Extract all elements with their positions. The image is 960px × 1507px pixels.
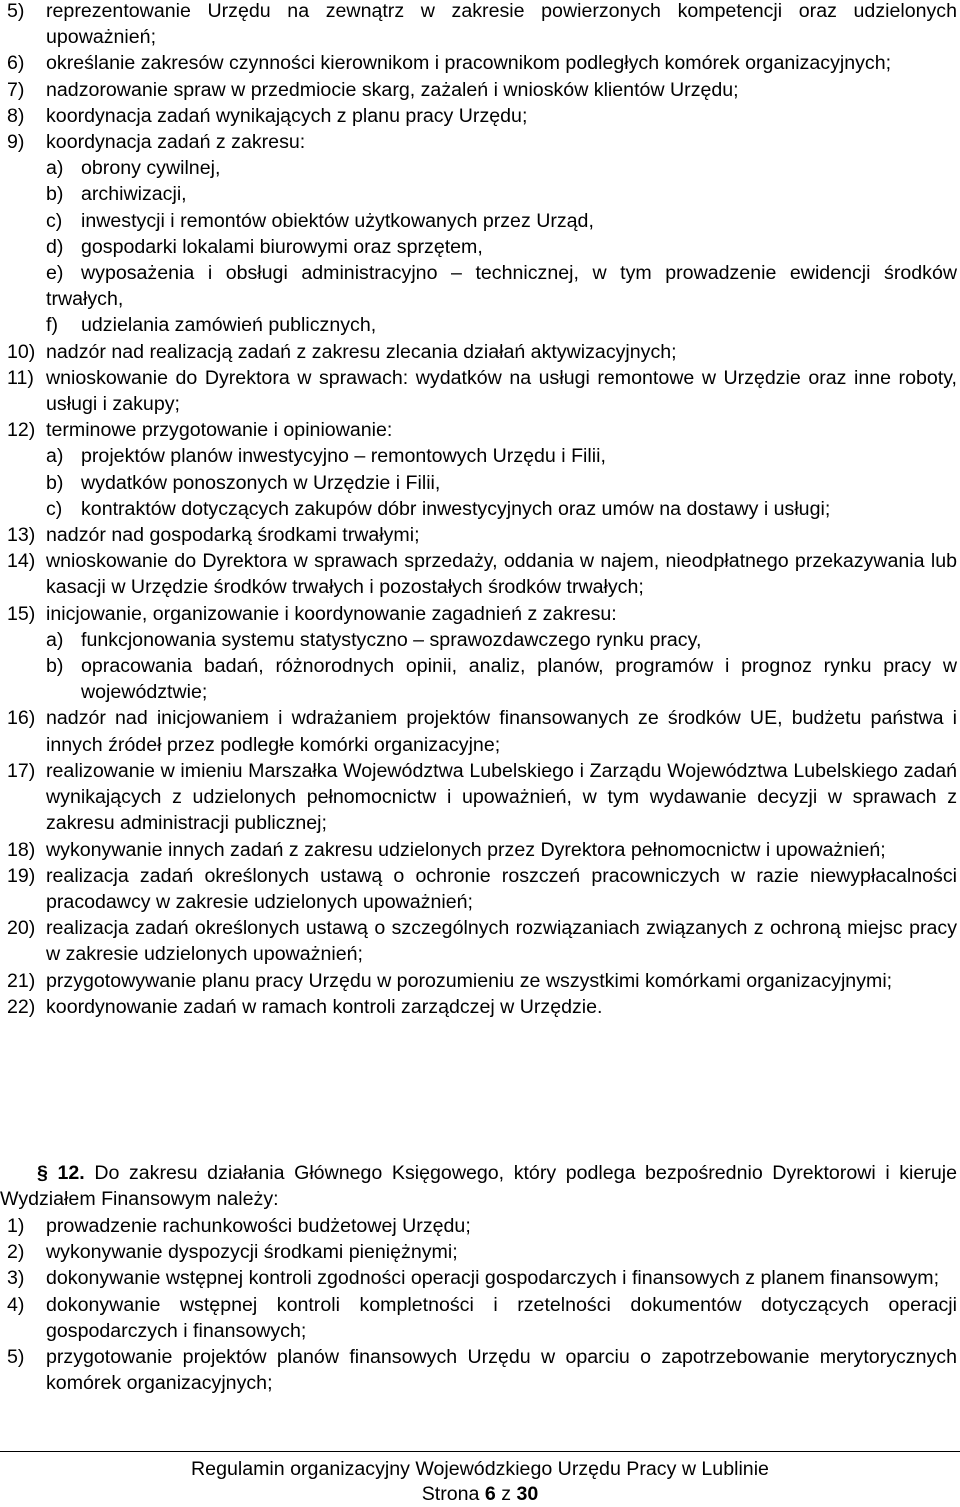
list-item-text: nadzór nad inicjowaniem i wdrażaniem projektów finansowanych ze środków UE, budżetu państwa i innych źródeł przez podległe komórki organizacyjne; — [46, 707, 957, 756]
paragraph-body: Do zakresu działania Głównego Księgowego, który podlega bezpośrednio Dyrektorowi i kieruje Wydziałem Finansowym należy: — [0, 1162, 957, 1211]
list-item-number: a) — [46, 628, 64, 651]
list-subitem — [0, 653, 957, 705]
list-item — [0, 365, 957, 417]
list-item-number: 16) — [7, 707, 36, 730]
list-item-text: koordynowanie zadań w ramach kontroli zarządczej w Urzędzie. — [46, 995, 603, 1018]
page-current: 6 — [484, 1483, 496, 1505]
list-item — [0, 758, 957, 837]
footer-divider — [0, 1451, 960, 1452]
list-item — [0, 50, 957, 76]
list-item — [0, 705, 957, 757]
list-item-text: realizacja zadań określonych ustawą o ochronie roszczeń pracowniczych w razie niewypłacalności pracodawcy w zakresie udzielonych upoważnień; — [46, 864, 957, 913]
list-item — [0, 601, 957, 627]
list-subitem — [0, 234, 957, 260]
list-item — [0, 103, 957, 129]
list-item — [0, 968, 957, 994]
list-item-number: 22) — [7, 995, 36, 1018]
list-item-number: d) — [46, 235, 64, 258]
list-item-number: 11) — [7, 366, 34, 389]
list-item-number: 10) — [7, 340, 36, 363]
list-subitem — [0, 181, 957, 207]
list-item-number: 7) — [7, 78, 25, 101]
list-item-number: f) — [46, 314, 58, 337]
list-item — [0, 994, 957, 1020]
list-subitem — [0, 155, 957, 181]
list-item-number: 12) — [7, 419, 36, 442]
list-item-number: 8) — [7, 104, 25, 127]
list-item-text: reprezentowanie Urzędu na zewnątrz w zakresie powierzonych kompetencji oraz udzielonych upoważnień; — [46, 0, 957, 49]
list-item-number: b) — [46, 471, 64, 494]
list-subitem — [0, 260, 957, 312]
page-total: 30 — [516, 1483, 539, 1505]
list-item-number: 17) — [7, 759, 36, 782]
list-item-text: wydatków ponoszonych w Urzędzie i Filii, — [81, 471, 441, 494]
list-item-text: realizowanie w imieniu Marszałka Województwa Lubelskiego i Zarządu Województwa Lubelskiego zadań wynikających z udzielonych pełnomocnictw i upoważnień, w tym wydawanie decyzji w sprawach z zakresu administracji publicznej; — [46, 759, 957, 835]
page-sep: z — [501, 1483, 512, 1505]
list-item-text: koordynacja zadań wynikających z planu pracy Urzędu; — [46, 104, 528, 127]
list-item — [0, 837, 957, 863]
list-item-text: wnioskowanie do Dyrektora w sprawach sprzedaży, oddania w najem, nieodpłatnego przekazywania lub kasacji w Urzędzie środków trwałych i pozostałych środków trwałych; — [46, 550, 957, 599]
footer-page-number — [0, 1481, 960, 1507]
list-item-text: wnioskowanie do Dyrektora w sprawach: wydatków na usługi remontowe w Urzędzie oraz inne roboty, usługi i zakupy; — [46, 366, 957, 416]
paragraph-number: § 12. — [37, 1162, 85, 1184]
list-item-number: 13) — [7, 524, 36, 547]
list-item — [0, 417, 957, 443]
list-item-text: realizacja zadań określonych ustawą o szczególnych rozwiązaniach związanych z ochroną miejsc pracy w zakresie udzielonych upoważnień; — [46, 917, 957, 966]
list-item — [0, 77, 957, 103]
list-item-text: inicjowanie, organizowanie i koordynowanie zagadnień z zakresu: — [46, 602, 617, 625]
list-item-text: obrony cywilnej, — [81, 157, 221, 180]
list-item — [0, 129, 957, 155]
list-item-text: przygotowywanie planu pracy Urzędu w porozumieniu ze wszystkimi komórkami organizacyjnymi; — [46, 969, 893, 992]
list-item-text: określanie zakresów czynności kierownikom i pracownikom podległych komórek organizacyjnych; — [46, 52, 892, 75]
list-item-text: dokonywanie wstępnej kontroli zgodności operacji gospodarczych i finansowych z planem finansowym; — [46, 1267, 940, 1290]
list-item — [0, 548, 957, 600]
list-item-number: 5) — [7, 1346, 25, 1369]
list-item-text: wykonywanie dyspozycji środkami pieniężnymi; — [46, 1241, 458, 1264]
list-item-number: 19) — [7, 864, 36, 887]
list-item — [0, 522, 957, 548]
list-item — [0, 0, 957, 50]
list-item-text: koordynacja zadań z zakresu: — [46, 131, 306, 154]
list-item-text: gospodarki lokalami biurowymi oraz sprzętem, — [81, 235, 483, 258]
list-item-text: inwestycji i remontów obiektów użytkowanych przez Urząd, — [81, 209, 594, 232]
list-item-text: przygotowanie projektów planów finansowych Urzędu w oparciu o zapotrzebowanie merytorycznych komórek organizacyjnych; — [46, 1346, 957, 1395]
list-item-number: 18) — [7, 838, 36, 861]
list-item-number: 2) — [7, 1241, 25, 1264]
paragraph-text — [0, 1160, 957, 1212]
list-item-number: 15) — [7, 602, 36, 625]
list-item-text: nadzorowanie spraw w przedmiocie skarg, zażaleń i wniosków klientów Urzędu; — [46, 78, 739, 101]
list-subitem — [0, 627, 957, 653]
list-item — [0, 339, 957, 365]
list-subitem — [0, 470, 957, 496]
list-item-text: udzielania zamówień publicznych, — [81, 314, 377, 337]
list-item-text: prowadzenie rachunkowości budżetowej Urzędu; — [46, 1215, 471, 1237]
list-item-text: terminowe przygotowanie i opiniowanie: — [46, 419, 393, 442]
list-item — [0, 915, 957, 967]
paragraph-12 — [0, 1160, 957, 1212]
list-item-number: 1) — [7, 1215, 25, 1237]
list-item-text: projektów planów inwestycyjno – remontowych Urzędu i Filii, — [81, 445, 606, 468]
footer-title: Regulamin organizacyjny Wojewódzkiego Urzędu Pracy w Lublinie — [191, 1458, 769, 1480]
list-item-text: kontraktów dotyczących zakupów dóbr inwestycyjnych oraz umów na dostawy i usługi; — [81, 497, 831, 520]
page-prefix: Strona — [421, 1483, 480, 1505]
list-item-text: archiwizacji, — [81, 183, 187, 206]
list-item-number: 3) — [7, 1267, 25, 1290]
list-item-number: 20) — [7, 917, 36, 940]
list-item-number: 14) — [7, 550, 36, 573]
list-item-number: c) — [46, 209, 63, 232]
list-item-text: funkcjonowania systemu statystyczno – sprawozdawczego rynku pracy, — [81, 628, 702, 651]
list-item-number: 6) — [7, 52, 25, 75]
bottom-list — [0, 1213, 957, 1396]
list-item-text: dokonywanie wstępnej kontroli kompletności i rzetelności dokumentów dotyczących operacji gospodarczych i finansowych; — [46, 1293, 957, 1342]
list-item-number: 21) — [7, 969, 36, 992]
list-item — [0, 1239, 957, 1265]
list-subitem — [0, 496, 957, 522]
list-item — [0, 863, 957, 915]
list-subitem — [0, 443, 957, 469]
list-item-text: opracowania badań, różnorodnych opinii, analiz, planów, programów i prognoz rynku pracy w województwie; — [81, 655, 957, 704]
list-item-number: 5) — [7, 0, 25, 22]
list-item-text: nadzór nad realizacją zadań z zakresu zlecania działań aktywizacyjnych; — [46, 340, 677, 363]
list-item-number: 4) — [7, 1293, 25, 1316]
list-item-text: wykonywanie innych zadań z zakresu udzielonych przez Dyrektora pełnomocnictw i upoważnień; — [46, 838, 886, 861]
list-item-number: c) — [46, 497, 63, 520]
list-item-number: b) — [46, 655, 64, 678]
list-item — [0, 1292, 957, 1344]
list-item — [0, 1265, 957, 1291]
list-item — [0, 1213, 957, 1239]
list-subitem — [0, 312, 957, 338]
list-item-text: nadzór nad gospodarką środkami trwałymi; — [46, 524, 420, 547]
list-item-number: 9) — [7, 131, 25, 154]
list-subitem — [0, 208, 957, 234]
list-item-number: a) — [46, 445, 64, 468]
list-item — [0, 1344, 957, 1396]
list-item-number: e) — [46, 262, 64, 285]
list-item-number: b) — [46, 183, 64, 206]
list-item-number: a) — [46, 157, 64, 180]
list-item-text: wyposażenia i obsługi administracyjno – technicznej, w tym prowadzenie ewidencji środków trwałych, — [46, 262, 957, 311]
